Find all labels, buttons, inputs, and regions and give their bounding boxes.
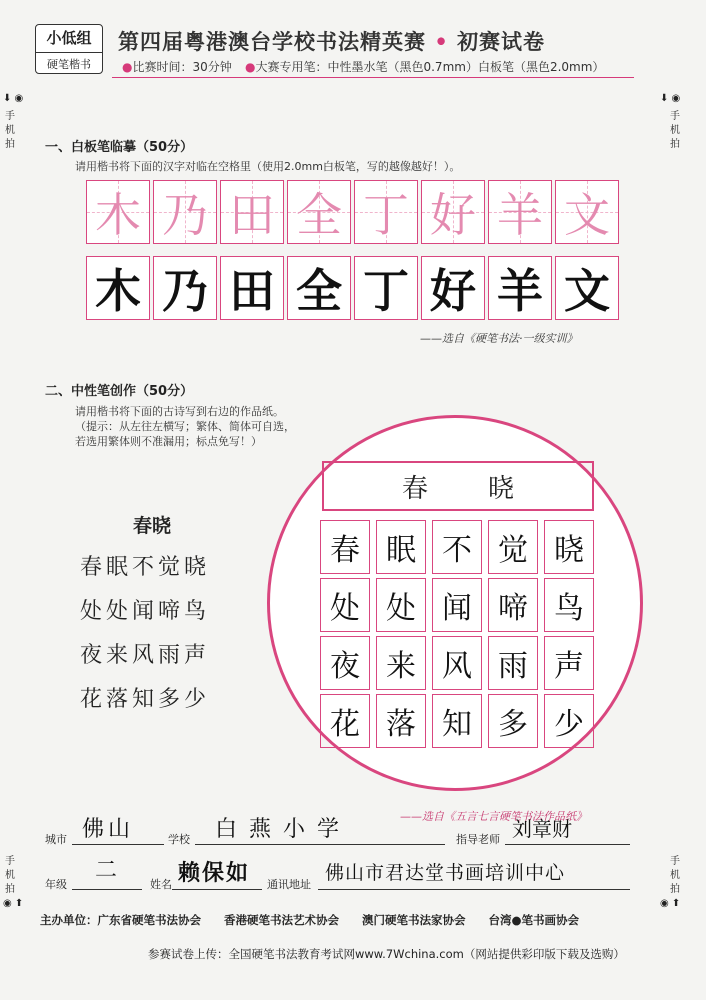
section2-instruction-1: 请用楷书将下面的古诗写到右边的作品纸。 <box>75 405 284 418</box>
section2-source: ——选自《五言七言硬笔书法作品纸》 <box>400 810 587 823</box>
works-cell[interactable]: 风 <box>432 636 482 690</box>
upload-info: 参赛试卷上传：全国硬笔书法教育考试网www.7Wchina.com（网站提供彩印版下载及选购） <box>148 947 625 961</box>
teacher-value[interactable]: 刘章财 <box>512 817 572 841</box>
camera-icon: ⬇ ◉ <box>3 93 24 104</box>
copy-cell[interactable] <box>354 256 418 320</box>
side-marker-right-top <box>660 92 681 152</box>
works-cell[interactable]: 不 <box>432 520 482 574</box>
teacher-underline <box>505 844 630 845</box>
trace-character: 全 <box>296 188 342 242</box>
works-cell[interactable]: 落 <box>376 694 426 748</box>
grade-label: 年级 <box>45 878 67 891</box>
side-marker-right-bottom <box>660 855 681 911</box>
works-cell[interactable]: 雨 <box>488 636 538 690</box>
works-cell[interactable]: 晓 <box>544 520 594 574</box>
bullet-icon: ● <box>245 60 256 74</box>
name-underline <box>172 889 262 890</box>
address-value[interactable]: 佛山市君达堂书画培训中心 <box>325 862 566 884</box>
works-cell[interactable]: 知 <box>432 694 482 748</box>
camera-icon: ⬇ ◉ <box>660 93 681 104</box>
section2-instruction-2: （提示：从左往左横写；繁体、简体可自选， <box>75 420 295 433</box>
works-cell[interactable]: 啼 <box>488 578 538 632</box>
trace-cell <box>86 180 150 244</box>
copied-character: 文 <box>564 264 610 318</box>
trace-character: 田 <box>229 188 275 242</box>
poem-line: 花落知多少 <box>80 687 211 712</box>
badge-style: 硬笔楷书 <box>36 52 102 72</box>
works-cell[interactable]: 春 <box>320 520 370 574</box>
section1-heading: 一、白板笔临摹（50分） <box>45 140 194 155</box>
exam-title <box>118 26 545 56</box>
teacher-label: 指导老师 <box>456 833 500 846</box>
works-cell[interactable]: 鸟 <box>544 578 594 632</box>
side-marker-left-top <box>3 92 24 152</box>
school-label: 学校 <box>168 833 190 846</box>
badge-group-name: 小低组 <box>46 29 92 47</box>
city-value[interactable]: 佛山 <box>82 817 135 842</box>
copy-cell[interactable] <box>421 256 485 320</box>
copy-cell[interactable] <box>153 256 217 320</box>
works-cell[interactable]: 处 <box>376 578 426 632</box>
side-label: 手机拍 <box>5 111 15 150</box>
organizers: 主办单位：广东省硬笔书法协会 香港硬笔书法艺术协会 澳门硬笔书法家协会 台湾●笔书画协会 <box>40 913 580 927</box>
poem-line: 春眠不觉晓 <box>80 555 211 580</box>
works-cell[interactable]: 夜 <box>320 636 370 690</box>
copied-character: 好 <box>430 264 476 318</box>
works-cell[interactable]: 少 <box>544 694 594 748</box>
works-cell[interactable]: 多 <box>488 694 538 748</box>
copy-cell[interactable] <box>555 256 619 320</box>
works-cell[interactable]: 声 <box>544 636 594 690</box>
trace-character: 文 <box>564 188 610 242</box>
copied-character: 乃 <box>162 264 208 318</box>
trace-character: 木 <box>95 188 141 242</box>
works-cell[interactable]: 觉 <box>488 520 538 574</box>
copied-character: 田 <box>229 264 275 318</box>
school-underline <box>195 844 445 845</box>
trace-character: 羊 <box>497 188 543 242</box>
copied-character: 木 <box>95 264 141 318</box>
copy-cell[interactable] <box>220 256 284 320</box>
works-cell[interactable]: 闻 <box>432 578 482 632</box>
city-label: 城市 <box>45 833 67 846</box>
copy-cell[interactable] <box>86 256 150 320</box>
trace-cell <box>555 180 619 244</box>
side-label: 手机拍 <box>670 856 680 895</box>
copied-character: 全 <box>296 264 342 318</box>
works-cell[interactable]: 花 <box>320 694 370 748</box>
grade-underline <box>72 889 142 890</box>
address-underline <box>318 889 630 890</box>
trace-cell <box>220 180 284 244</box>
copied-character: 羊 <box>497 264 543 318</box>
camera-icon: ◉ ⬆ <box>3 898 24 909</box>
title-dot: • <box>434 29 449 54</box>
poem-line: 夜来风雨声 <box>80 643 211 668</box>
section2-heading: 二、中性笔创作（50分） <box>45 384 194 399</box>
poem-title: 春晓 <box>133 515 172 537</box>
side-marker-left-bottom <box>3 855 24 911</box>
works-cell[interactable]: 来 <box>376 636 426 690</box>
exam-title-sub: 初赛试卷 <box>457 29 546 54</box>
copy-cell[interactable] <box>488 256 552 320</box>
school-value[interactable]: 白燕小学 <box>215 817 352 842</box>
written-title-box: 春晓 <box>322 461 594 511</box>
section1-source: ——选自《硬笔书法·一级实训》 <box>420 332 578 345</box>
trace-character: 好 <box>430 188 476 242</box>
group-badge <box>35 24 103 74</box>
name-label: 姓名 <box>150 878 172 891</box>
pen-info: ●大赛专用笔：中性墨水笔（黑色0.7mm）白板笔（黑色2.0mm） <box>245 60 605 74</box>
works-cell[interactable]: 眠 <box>376 520 426 574</box>
trace-cell <box>153 180 217 244</box>
city-underline <box>72 844 164 845</box>
camera-icon: ◉ ⬆ <box>660 898 681 909</box>
section2-instruction-3: 若选用繁体则不准漏用；标点免写！） <box>75 435 262 448</box>
trace-cell <box>354 180 418 244</box>
exam-title-main: 第四届粤港澳台学校书法精英赛 <box>118 29 426 54</box>
address-label: 通讯地址 <box>267 878 311 891</box>
trace-cell <box>488 180 552 244</box>
trace-cell <box>421 180 485 244</box>
name-value[interactable]: 赖保如 <box>178 860 251 886</box>
works-cell[interactable]: 处 <box>320 578 370 632</box>
time-info: ●比赛时间：30分钟 <box>122 60 232 74</box>
trace-character: 乃 <box>162 188 208 242</box>
section1-instruction: 请用楷书将下面的汉字对临在空格里（使用2.0mm白板笔，写的越像越好！）。 <box>75 160 461 173</box>
trace-character: 丁 <box>363 188 409 242</box>
title-underline <box>112 77 634 78</box>
trace-cell <box>287 180 351 244</box>
copy-cell[interactable] <box>287 256 351 320</box>
copied-character: 丁 <box>363 264 409 318</box>
side-label: 手机拍 <box>5 856 15 895</box>
bullet-icon: ● <box>122 60 133 74</box>
side-label: 手机拍 <box>670 111 680 150</box>
grade-value[interactable]: 二 <box>95 858 118 883</box>
poem-line: 处处闻啼鸟 <box>80 599 211 624</box>
